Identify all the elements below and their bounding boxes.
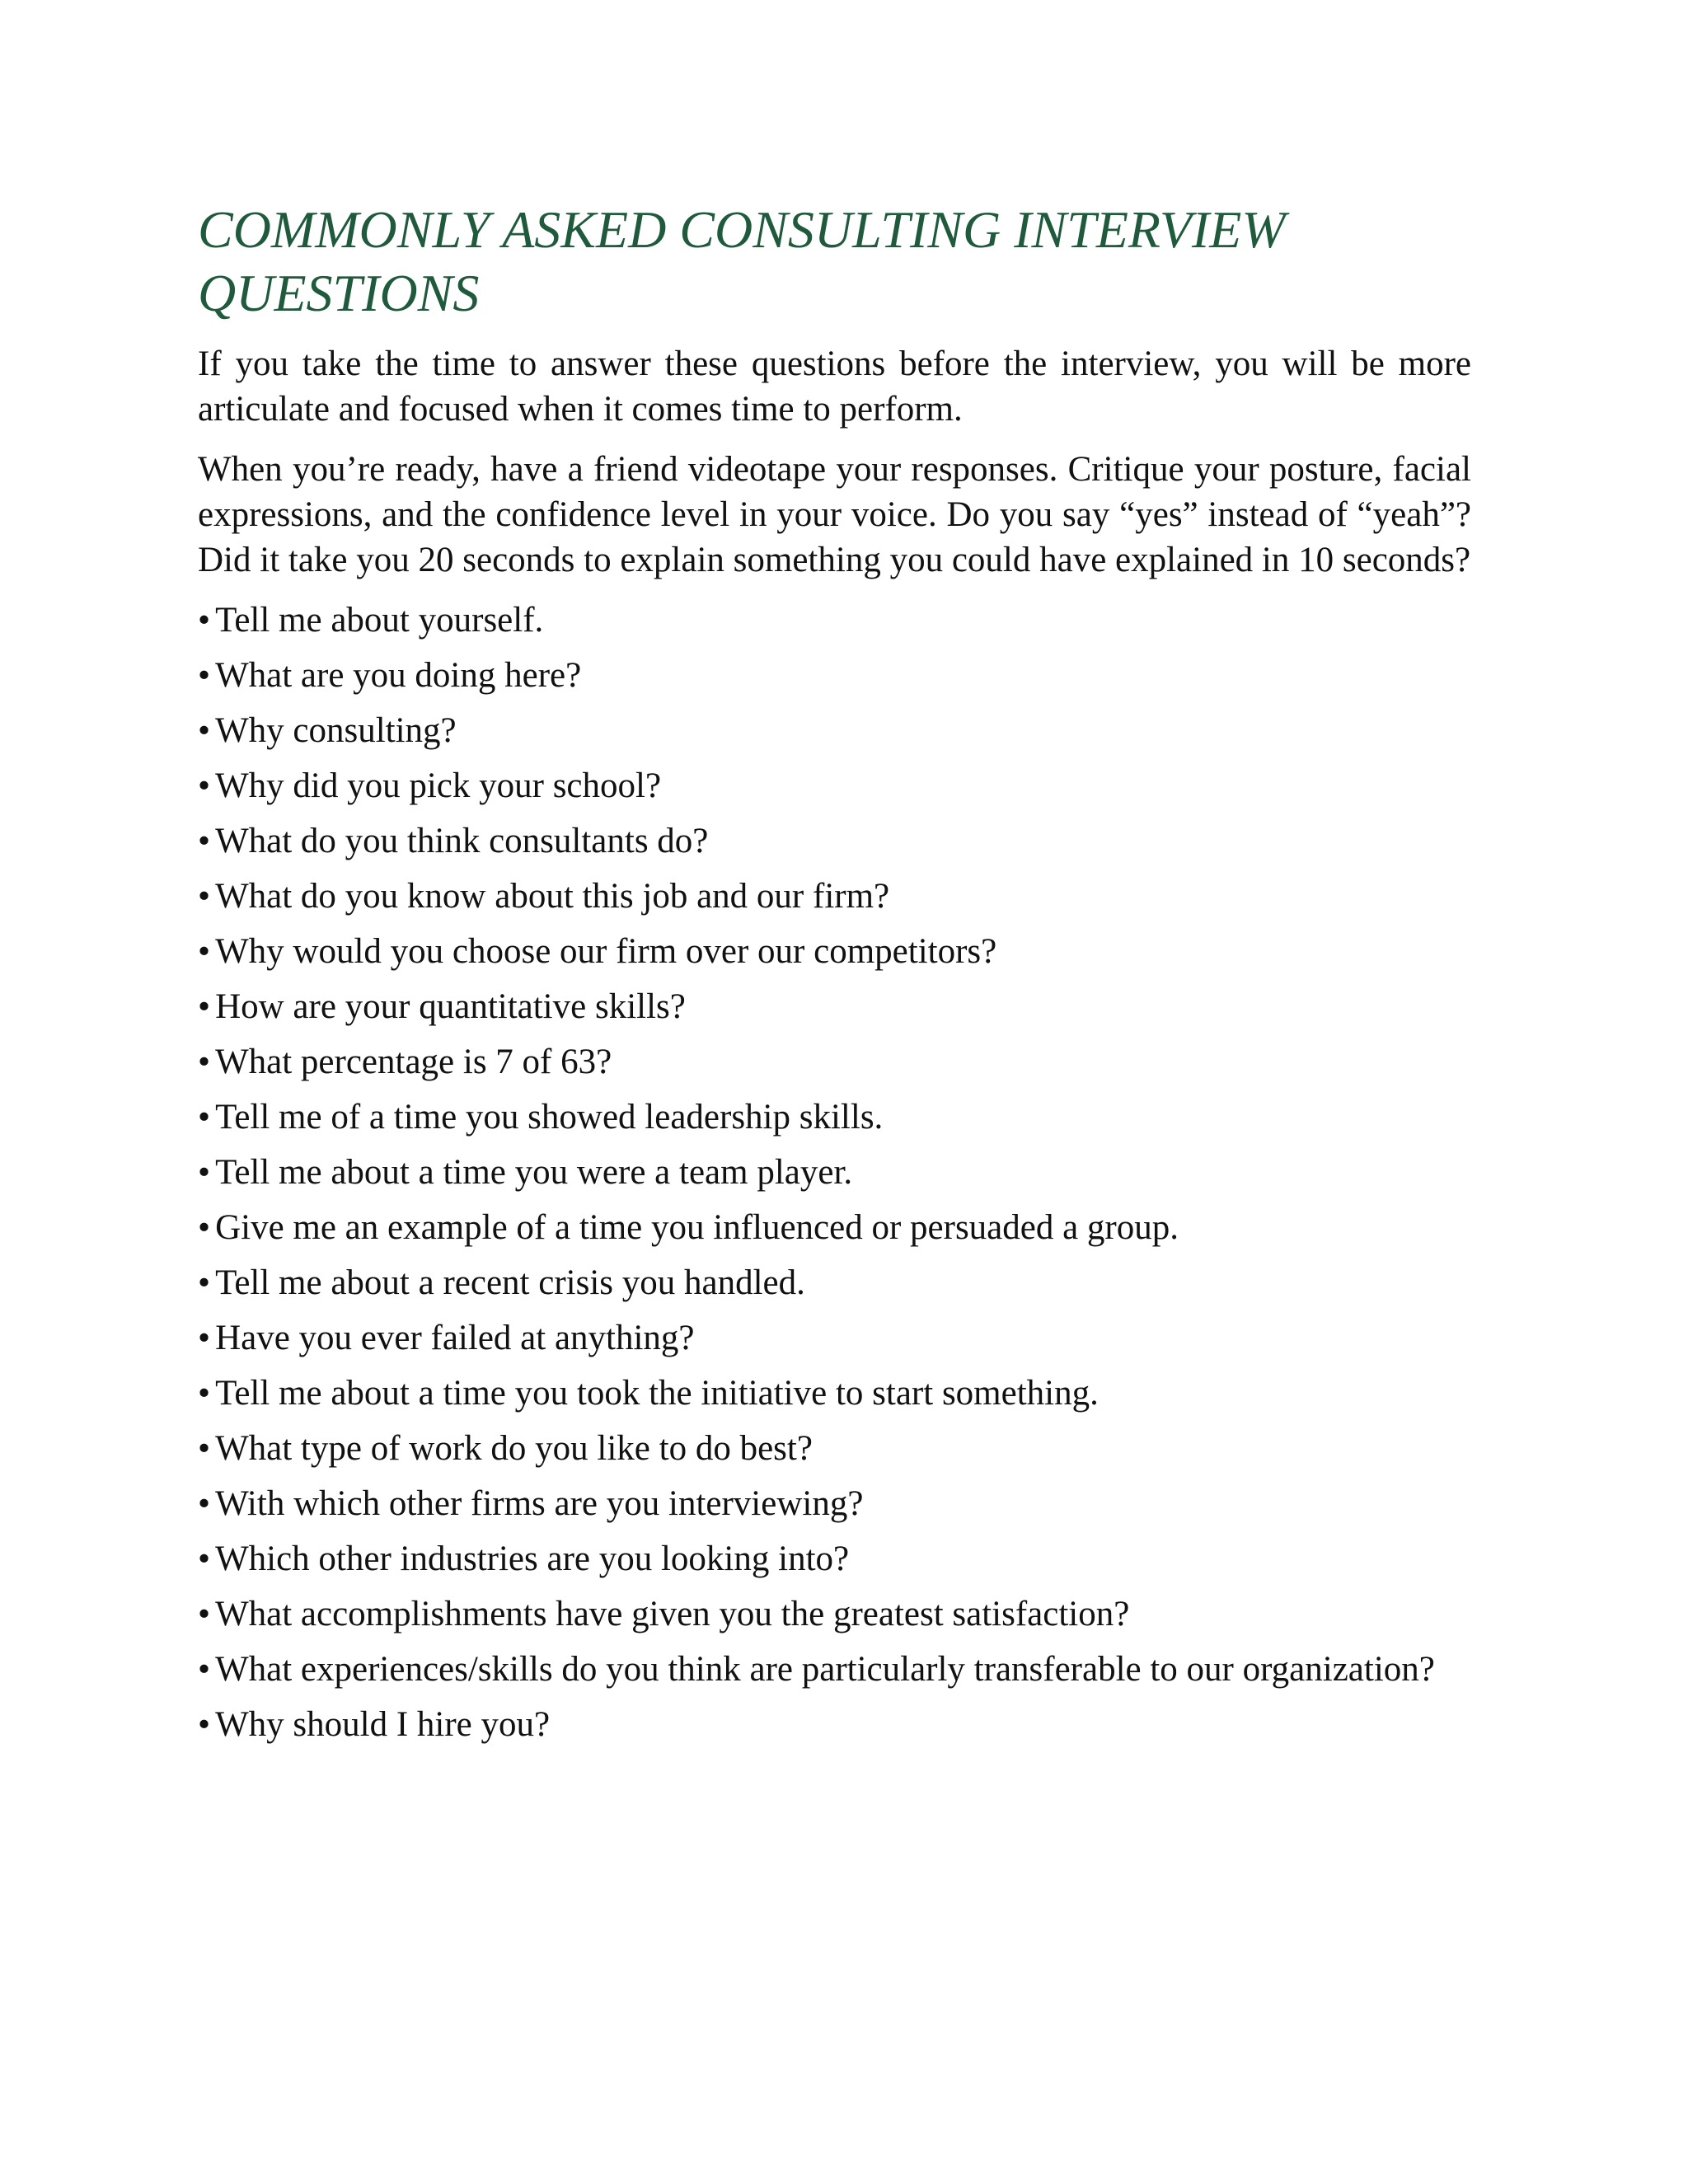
question-item: [198, 818, 1471, 864]
question-text: Tell me about a time you were a team player.: [215, 1153, 853, 1192]
question-text: Why should I hire you?: [215, 1705, 551, 1744]
question-item: [198, 1371, 1471, 1416]
bullet-icon: •: [198, 1484, 211, 1523]
page-title: COMMONLY ASKED CONSULTING INTERVIEW QUESTIONS: [198, 200, 1286, 322]
question-item: [198, 1591, 1471, 1637]
question-item: [198, 1702, 1471, 1747]
question-item: [198, 598, 1471, 643]
question-item: [198, 653, 1471, 698]
bullet-icon: •: [198, 1374, 211, 1413]
bullet-icon: •: [198, 766, 211, 805]
bullet-icon: •: [198, 932, 211, 971]
bullet-icon: •: [198, 1540, 211, 1578]
document-page: [198, 198, 1471, 1757]
bullet-icon: •: [198, 1208, 211, 1247]
question-text: Have you ever failed at anything?: [215, 1319, 695, 1357]
bullet-icon: •: [198, 1705, 211, 1744]
question-text: With which other firms are you interviewing?: [215, 1484, 864, 1523]
question-item: [198, 1536, 1471, 1582]
question-item: [198, 984, 1471, 1029]
question-text: What are you doing here?: [215, 656, 582, 695]
question-text: What percentage is 7 of 63?: [215, 1043, 612, 1081]
question-text: How are your quantitative skills?: [215, 987, 686, 1026]
bullet-icon: •: [198, 711, 211, 750]
question-text: What do you think consultants do?: [215, 822, 709, 860]
question-text: Give me an example of a time you influenced or persuaded a group.: [215, 1208, 1179, 1247]
bullet-icon: •: [198, 1650, 211, 1689]
question-item: [198, 1481, 1471, 1526]
question-text: Which other industries are you looking into?: [215, 1540, 850, 1578]
bullet-icon: •: [198, 1043, 211, 1081]
intro-paragraph: If you take the time to answer these questions before the interview, you will be more articulate and focused when it comes time to perform.: [198, 344, 1471, 429]
bullet-icon: •: [198, 601, 211, 640]
question-text: Tell me about a recent crisis you handled.: [215, 1263, 805, 1302]
intro-paragraph: When you’re ready, have a friend videotape your responses. Critique your posture, facial expressions, and the confidence level in your voice. Do you say “yes” instead of “yeah”? Did it take you 20 seconds to explain something you could have explained in 10 seconds?: [198, 450, 1471, 579]
question-text: What type of work do you like to do best?: [215, 1429, 813, 1468]
question-text: Tell me about yourself.: [215, 601, 544, 640]
question-item: [198, 1315, 1471, 1361]
question-text: What experiences/skills do you think are particularly transferable to our organization?: [215, 1650, 1435, 1689]
question-text: What do you know about this job and our firm?: [215, 877, 890, 916]
bullet-icon: •: [198, 1595, 211, 1633]
question-item: [198, 1150, 1471, 1195]
question-item: [198, 1205, 1471, 1250]
bullet-icon: •: [198, 1098, 211, 1137]
question-text: Why did you pick your school?: [215, 766, 662, 805]
bullet-icon: •: [198, 987, 211, 1026]
question-item: [198, 763, 1471, 808]
bullet-icon: •: [198, 1263, 211, 1302]
question-item: [198, 1426, 1471, 1471]
question-item: [198, 1094, 1471, 1140]
question-item: [198, 874, 1471, 919]
bullet-icon: •: [198, 877, 211, 916]
bullet-icon: •: [198, 1319, 211, 1357]
bullet-icon: •: [198, 822, 211, 860]
bullet-icon: •: [198, 1153, 211, 1192]
question-item: [198, 708, 1471, 753]
bullet-icon: •: [198, 656, 211, 695]
question-item: [198, 1647, 1471, 1692]
question-text: What accomplishments have given you the greatest satisfaction?: [215, 1595, 1130, 1633]
question-item: [198, 1039, 1471, 1085]
question-text: Tell me about a time you took the initiative to start something.: [215, 1374, 1099, 1413]
question-item: [198, 929, 1471, 974]
question-text: Tell me of a time you showed leadership skills.: [215, 1098, 884, 1137]
question-list: [198, 598, 1471, 1747]
bullet-icon: •: [198, 1429, 211, 1468]
question-text: Why consulting?: [215, 711, 457, 750]
question-item: [198, 1260, 1471, 1305]
question-text: Why would you choose our firm over our competitors?: [215, 932, 997, 971]
